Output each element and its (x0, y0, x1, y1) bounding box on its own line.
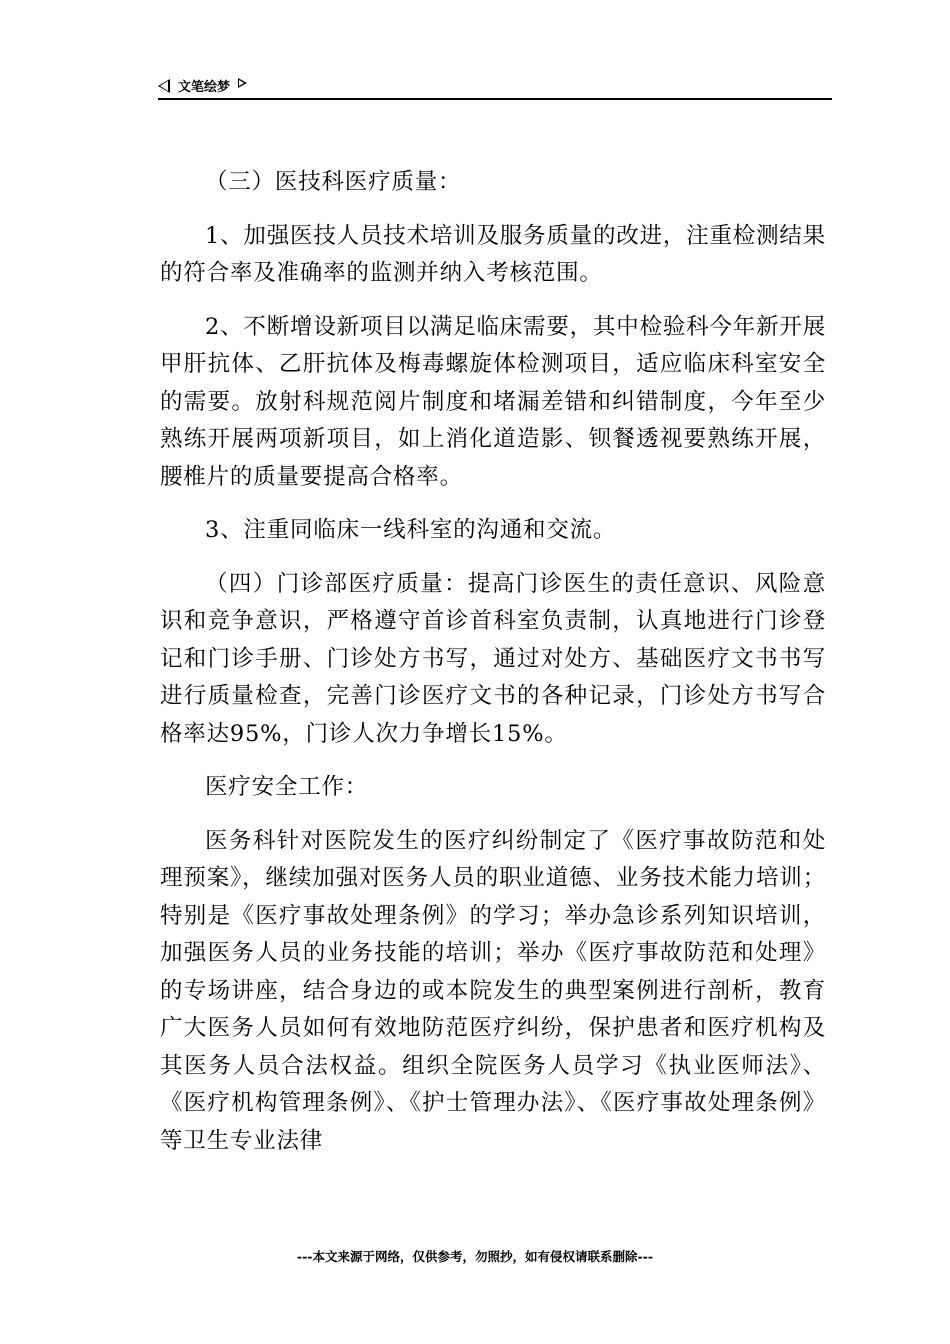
triangle-left-icon (158, 79, 170, 93)
section-outpatient-quality: （四）门诊部医疗质量：提高门诊医生的责任意识、风险意识和竞争意识，严格遵守首诊首科室负责制，认真地进行门诊登记和门诊手册、门诊处方书写，通过对处方、基础医疗文书书写进行质量检查，完善门诊医疗文书的各种记录，门诊处方书写合格率达95%，门诊人次力争增长15%。 (160, 570, 826, 747)
section-heading-medical-tech: （三）医技科医疗质量： (205, 169, 462, 195)
document-body (160, 164, 826, 1176)
page-footer-disclaimer: ---本文来源于网络，仅供参考，勿照抄，如有侵权请联系删除--- (296, 1249, 654, 1264)
page-header (158, 72, 832, 100)
triangle-right-icon (238, 78, 247, 88)
section-heading-safety: 医疗安全工作： (205, 774, 369, 800)
paragraph-item-1: 1、加强医技人员技术培训及服务质量的改进，注重检测结果的符合率及准确率的监测并纳入考核范围。 (160, 222, 826, 286)
paragraph-item-2: 2、不断增设新项目以满足临床需要，其中检验科今年新开展甲肝抗体、乙肝抗体及梅毒螺旋体检测项目，适应临床科室安全的需要。放射科规范阅片制度和堵漏差错和纠错制度，今年至少熟练开展两项新项目，如上消化道造影、钡餐透视要熟练开展，腰椎片的质量要提高合格率。 (160, 313, 826, 490)
paragraph-item-3: 3、注重同临床一线科室的沟通和交流。 (205, 517, 617, 543)
paragraph-safety-details: 医务科针对医院发生的医疗纠纷制定了《医疗事故防范和处理预案》，继续加强对医务人员的职业道德、业务技术能力培训；特别是《医疗事故处理条例》的学习；举办急诊系列知识培训，加强医务人员的业务技能的培训；举办《医疗事故防范和处理》的专场讲座，结合身边的或本院发生的典型案例进行剖析，教育广大医务人员如何有效地防范医疗纠纷，保护患者和医疗机构及其医务人员合法权益。组织全院医务人员学习《执业医师法》、《医疗机构管理条例》、《护士管理办法》、《医疗事故处理条例》等卫生专业法律 (160, 827, 826, 1154)
header-bar (158, 76, 247, 95)
header-title: 文笔绘梦 (178, 80, 231, 95)
